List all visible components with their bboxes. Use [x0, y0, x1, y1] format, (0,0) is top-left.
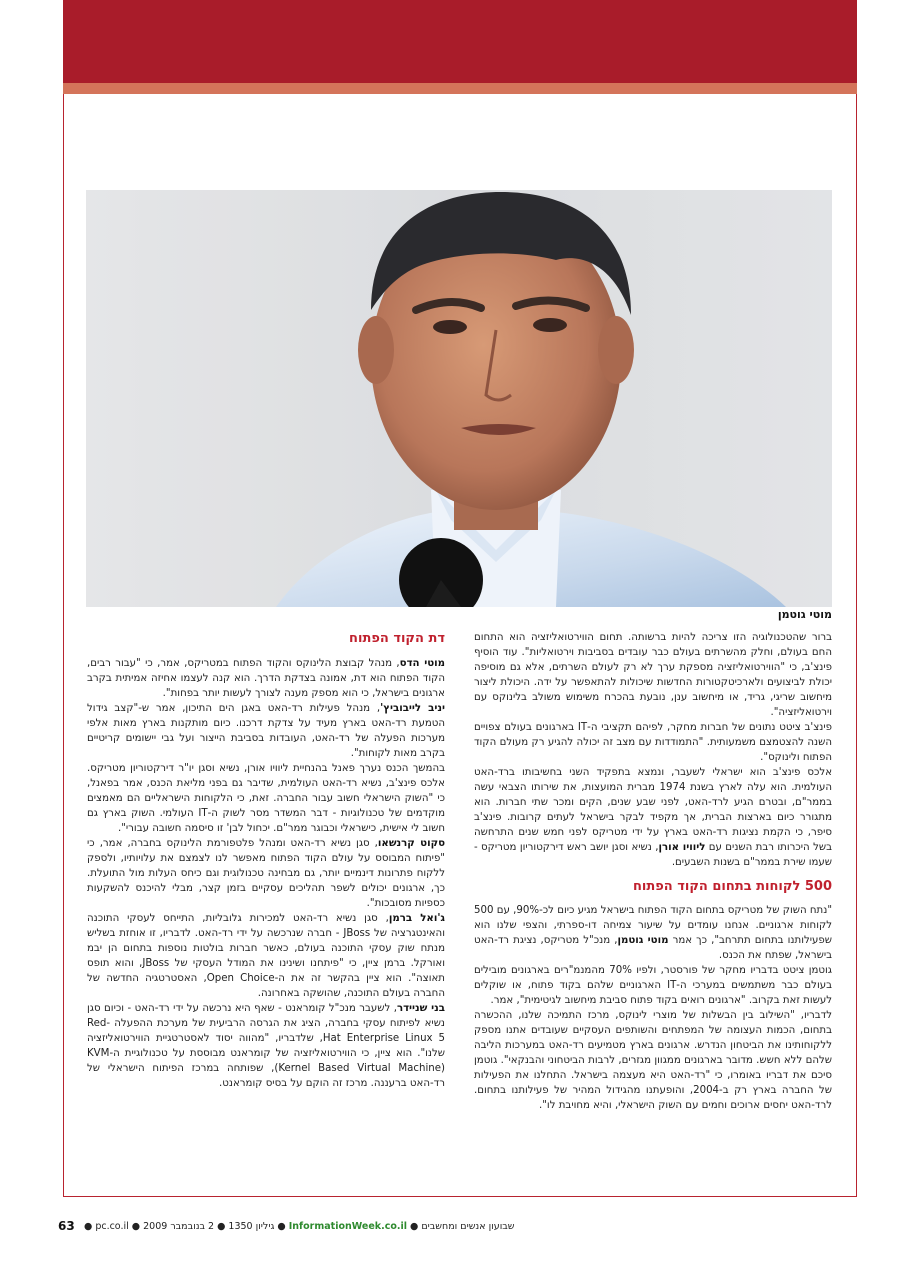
header-band: [63, 0, 857, 83]
paragraph: [474, 765, 832, 870]
page-number: 63: [58, 1219, 75, 1233]
paragraph: [474, 903, 832, 963]
paragraph: [87, 911, 445, 1001]
text-run: , מנהל קבוצת הלינוקס והקוד הפתוח במטריקס, אמר, כי "עבור רבים, הקוד הפתוח הוא דת, אמונה בצדקת הדרך. הוא קנה לעצמו אחיזה אמיתית בקרב ארגונים בישראל, כי הוא מספק מענה לצורך לעשות יותר בפחות".: [87, 658, 445, 699]
person-name: מוטי הדס: [399, 658, 445, 669]
footer-site-link[interactable]: pc.co.il: [95, 1221, 129, 1232]
frame-line-bottom: [63, 1196, 857, 1197]
text-run: אלכס פינצ'ב הוא ישראלי לשעבר, ונמצא בתפקיד השני בחשיבותו ברד-האט העולמית. הוא עלה לארץ בשנת 1974 מברית המועצות, את שירותו הצבאי עשה בממר"ם, ובטרם הגיע לרד-האט, לפני שבע שנים, הקים ומכר שתי חברות. הוא מתגורר כיום בארצות הברית, אך מקפיד לבקר בישראל לעתים קרובות. פינצ'ב סיפר, כי הקמת נציגות רד-האט בארץ על ידי מטריקס לפני חמש שנים התרחשה בשל היכרותו רבת השנים עם: [474, 767, 833, 853]
paragraph: פינצ'ב ציטט נתונים של חברות מחקר, לפיהם תקציבי ה-IT בארגונים בעולם צפויים השנה להצטמצם משמעותית. "התמודדות עם מצב זה יכולה להגיע רק מעולם הקוד הפתוח ולינוקס".: [474, 722, 832, 763]
section-heading: דת הקוד הפתוח: [349, 631, 445, 646]
person-name: בני שניידר: [396, 1003, 445, 1014]
text-run: , סגן נשיא רד-האט ומנהל פלטפורמת הלינוקס בחברה, אמר, כי "פיתוח המבוסס על עולם הקוד הפתוח מאפשר לנו לצמצם את עלויותיו, ולספק ללקוח פתרונות דינמיים יותר, גם מבחינה טכנולוגית וגם כיחס העלות מול התועלת. כך, ארגונים יכולים לשפר תהליכים עסקיים בזמן קצר, מבלי להיכנס להשקעות כספיות מסובכות".: [87, 838, 445, 909]
person-name: ליוויו אורן: [658, 842, 706, 853]
frame-line-left: [63, 94, 64, 1197]
person-name: מוטי גוטמן: [617, 935, 669, 946]
paragraph: לדבריו, "השילוב בין הבשלות של מוצרי לינוקס, מרכז התמיכה שלנו, ההכשרה בתחום, הכמות העצומה של המפתחים והשותפים העסקיים שעובדים אתנו מספק ללקוחותינו את הביטחון הנדרש. ארגונים בארץ מטמיעים רד-האט במערכות הליבה שלהם ללא חשש. מדובר בארגונים ממגוון מגזרים, לרבות הביטחוני והבנקאי". גוטמן סיכם את דבריו באומרו, כי "רד-האט היא מעצמה בישראל. התחלנו את הפעילות של החברה בארץ רק ב-2004, והופעתנו מהגידול המהיר של פעילותנו בתחום. לרד-האט יחסים ארוכים וחמים עם השוק הישראלי, והיא מחויבת לו".: [474, 1010, 832, 1111]
text-run: , מנהל פעילות רד-האט באגן הים התיכון, אמר ש-"קצב גידול הטמעת רד-האט בארץ מעיד על צדקת דרכנו. כיום מותקנות בארץ מאות אלפי מערכות הפעלה של רד-האט, העובדות בסביבת הייצור ועל גבי יישומים קריטיים בקרב מאות לקוחות".: [87, 703, 445, 759]
footer-brand-link[interactable]: InformationWeek.co.il: [288, 1221, 407, 1232]
footer-date: 2 בנובמבר 2009: [143, 1221, 215, 1232]
person-name: ג'ואל ברמן: [388, 913, 445, 924]
text-run: "נתח השוק של מטריקס בתחום הקוד הפתוח בישראל מגיע כיום לכ-90%, עם 500 לקוחות ארגוניים. אנחנו עומדים על שיעור צמיחה דו-ספרתי, והצפי שלנו הוא שפעילותנו בתחום תתרחב", כך אמר: [474, 905, 833, 946]
portrait-photo: [86, 190, 832, 607]
footer-issue: גיליון 1350: [228, 1221, 275, 1232]
section-heading: 500 לקוחות בתחום הקוד הפתוח: [632, 879, 832, 894]
paragraph: [87, 701, 445, 761]
text-run: , לשעבר מנכ"ל קומראנט - שאף היא נרכשה על ידי רד-האט - וכיום סגן נשיא לפיתוח עסקי בחברה, הציג את הגרסה הרביעית של מערכת ההפעלה Red-Hat Enterprise Linux 5, שלדבריו, "מהווה יסוד לאסטרטגיית הווירטואליזציה שלנו". הוא ציין, כי הווירטואליזציה של קומראנט מבוססת על טכנולוגיית ה-KVM (Kernel Based Virtual Machine), שפותחה במרכז הפיתוח הישראלי של רד-האט ברעננה. מרכז זה הוקם על בסיס קומראנט.: [87, 1003, 445, 1089]
article-column-left: [87, 630, 445, 1091]
person-name: סקוט קרנשאו: [377, 838, 445, 849]
paragraph: ברור שהטכנולוגיה הזו צריכה להיות ברשותה. תחום הווירטואליזציה הוא התחום החם בעולם, וחלק מהשרתים בעולם כבר עובדים בסביבות וירטואליות". עוד הוסיף פינצ'ב, כי "הווירטואליזציה מספקת ערך לא רק לעולם השרתים, אלא גם מוסיפה יכולת לביצועים ולארכיטקטורות החדשות שיכולות להתאפשר על ידה. היכולת ליצור מיחשוב שריגי, גריד, או מיחשוב ענן, נובעת בהכרח משימוש משולב בלינוקס עם וירטואליזציה".: [474, 632, 832, 718]
person-name: יניב לייבוביץ': [380, 703, 445, 714]
paragraph: [87, 1001, 445, 1091]
paragraph: [87, 836, 445, 911]
paragraph: בהמשך הכנס נערך פאנל בהנחיית ליוויו אורן, נשיא וסגן יו"ר דירקטוריון מטריקס. אלכס פינצ'ב, נשיא רד-האט העולמית, שדיבר גם בפני מליאת הכנס, אמר בפאנל, כי "השוק הישראלי חשוב עבור החברה. זאת, כי הלקוחות הישראליים הם מאמצים מוקדמים של טכנולוגיות - דבר המשדר מסר לשוק ה-IT העולמי. השוק בארץ גם חשוב לי אישית, כישראלי וכבוגר ממר"ם. יכחול לבן' זו סיסמה חשובה עבורי".: [87, 763, 445, 834]
frame-line-right: [856, 94, 857, 1197]
photo-caption: מוטי גוטמן: [777, 608, 832, 621]
footer-publication: שבועון אנשים ומחשבים: [421, 1221, 515, 1232]
text-run: , מנכ"ל מטריקס, נציגת רד-האט בישראל, שפתח את הכנס.: [474, 935, 832, 961]
paragraph: [87, 656, 445, 701]
page-footer: [0, 1219, 900, 1235]
header-stripe: [63, 83, 857, 94]
text-run: , נשיא וסגן יושב ראש דירקטוריון מטריקס - שעמו שירת בממר"ם בשנות השבעים.: [474, 842, 832, 868]
text-run: , סגן נשיא רד-האט למכירות גלובליות, התייחס לעסקי התוכנה והאינטגרציה של JBoss - חברה שנרכשה על ידי רד-האט. לדבריו, זו אוחזת בשליש מנתח שוק עסקי התוכנה בעולם, כאשר חברות בולטות נוספות בתחום הן יבמ ואורקל. ברמן ציין, כי "פיתחנו ושינינו את המודל העסקי של JBoss, והוא תופס תאוצה". הוא ציין בהקשר זה את ה-Open Choice, האסטרטגיה החדשה של החברה בעולם התוכנה, שהושקה באחרונה.: [87, 913, 446, 999]
paragraph: גוטמן ציטט בדבריו מחקר של פורסטר, ולפיו 70% מהמנמ"רים בארגונים מובילים בעולם כבר משתמשים במערכי ה-IT הארגוניים שלהם בקוד פתוח, או שוקלים לעשות זאת בקרוב. "ארגונים רואים בקוד פתוח סביבת מיחשוב לגיטימית", אמר.: [474, 965, 833, 1006]
portrait-illustration: [86, 190, 832, 607]
footer-info: שבועון אנשים ומחשבים ● InformationWeek.co.il ● גיליון 1350 ● 2 בנובמבר 2009 ● pc.co.il ●: [84, 1221, 515, 1232]
article-column-right: [474, 630, 832, 1113]
